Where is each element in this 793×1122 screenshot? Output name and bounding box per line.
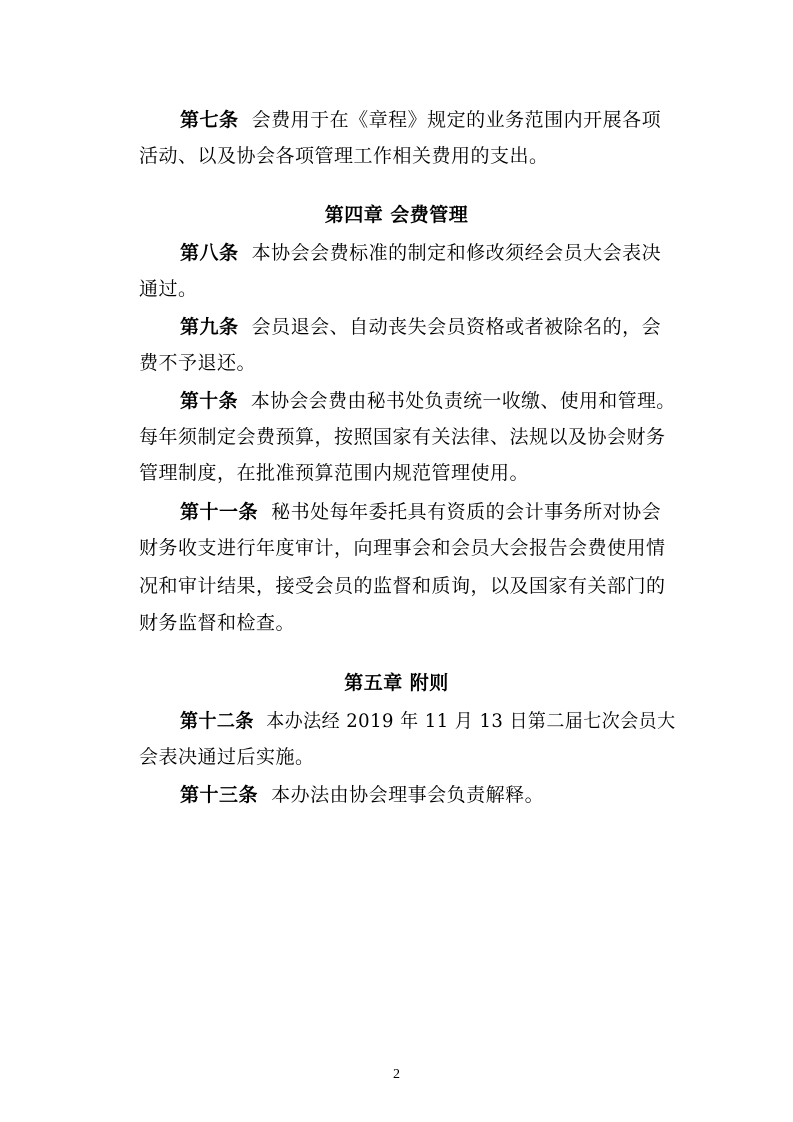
- article-11-line-4: [139, 611, 295, 635]
- article-12-label: 第十二条: [180, 710, 254, 732]
- article-7-text: 会费用于在《章程》规定的业务范围内开展各项: [251, 109, 662, 131]
- article-10-text: 本协会会费由秘书处负责统一收缴、使用和管理。: [250, 390, 676, 412]
- article-10-label: 第十条: [180, 390, 238, 412]
- article-11-text: 秘书处每年委托具有资质的会计事务所对协会: [271, 501, 662, 523]
- article-11-text-cont-3: 财务监督和检查。: [139, 612, 296, 634]
- article-9-text-cont: 费不予退还。: [139, 352, 257, 374]
- article-12-line-1: [180, 709, 676, 733]
- article-8-text: 本协会会费标准的制定和修改须经会员大会表决: [251, 242, 662, 264]
- article-8-line-1: [180, 241, 661, 265]
- article-10-text-cont-2: 管理制度，在批准预算范围内规范管理使用。: [139, 462, 530, 484]
- chapter-4-heading: 第四章 会费管理: [324, 204, 469, 226]
- article-7-line-1: [180, 108, 661, 132]
- article-11-line-3: [139, 574, 666, 598]
- chapter-5-heading: 第五章 附则: [344, 672, 449, 694]
- article-13-label: 第十三条: [180, 784, 259, 806]
- article-11-line-1: [180, 500, 661, 524]
- article-12-text-cont: 会表决通过后实施。: [139, 746, 315, 768]
- page-number: 2: [393, 1067, 400, 1082]
- article-11-label: 第十一条: [180, 501, 259, 523]
- article-10-line-2: [139, 425, 666, 449]
- article-8-text-cont: 通过。: [139, 278, 198, 300]
- article-11-text-cont-2: 况和审计结果，接受会员的监督和质询，以及国家有关部门的: [139, 575, 666, 597]
- article-12-text: 本办法经 2019 年 11 月 13 日第二届七次会员大: [266, 710, 676, 732]
- article-7-label: 第七条: [180, 109, 239, 131]
- article-11-text-cont-1: 财务收支进行年度审计，向理事会和会员大会报告会费使用情: [139, 537, 666, 559]
- article-10-line-1: [180, 389, 676, 413]
- article-13-text: 本办法由协会理事会负责解释。: [271, 784, 545, 806]
- article-9-label: 第九条: [180, 316, 239, 338]
- article-9-text: 会员退会、自动丧失会员资格或者被除名的，会: [251, 316, 662, 338]
- article-11-line-2: [139, 536, 666, 560]
- article-7-text-cont: 活动、以及协会各项管理工作相关费用的支出。: [139, 145, 549, 167]
- article-9-line-2: [139, 351, 256, 375]
- article-13-line-1: [180, 783, 544, 807]
- article-12-line-2: [139, 745, 315, 769]
- article-10-line-3: [139, 461, 529, 485]
- article-9-line-1: [180, 315, 661, 339]
- article-7-line-2: [139, 144, 549, 168]
- article-10-text-cont-1: 每年须制定会费预算，按照国家有关法律、法规以及协会财务: [139, 426, 666, 448]
- article-8-line-2: [139, 277, 198, 301]
- article-8-label: 第八条: [180, 242, 239, 264]
